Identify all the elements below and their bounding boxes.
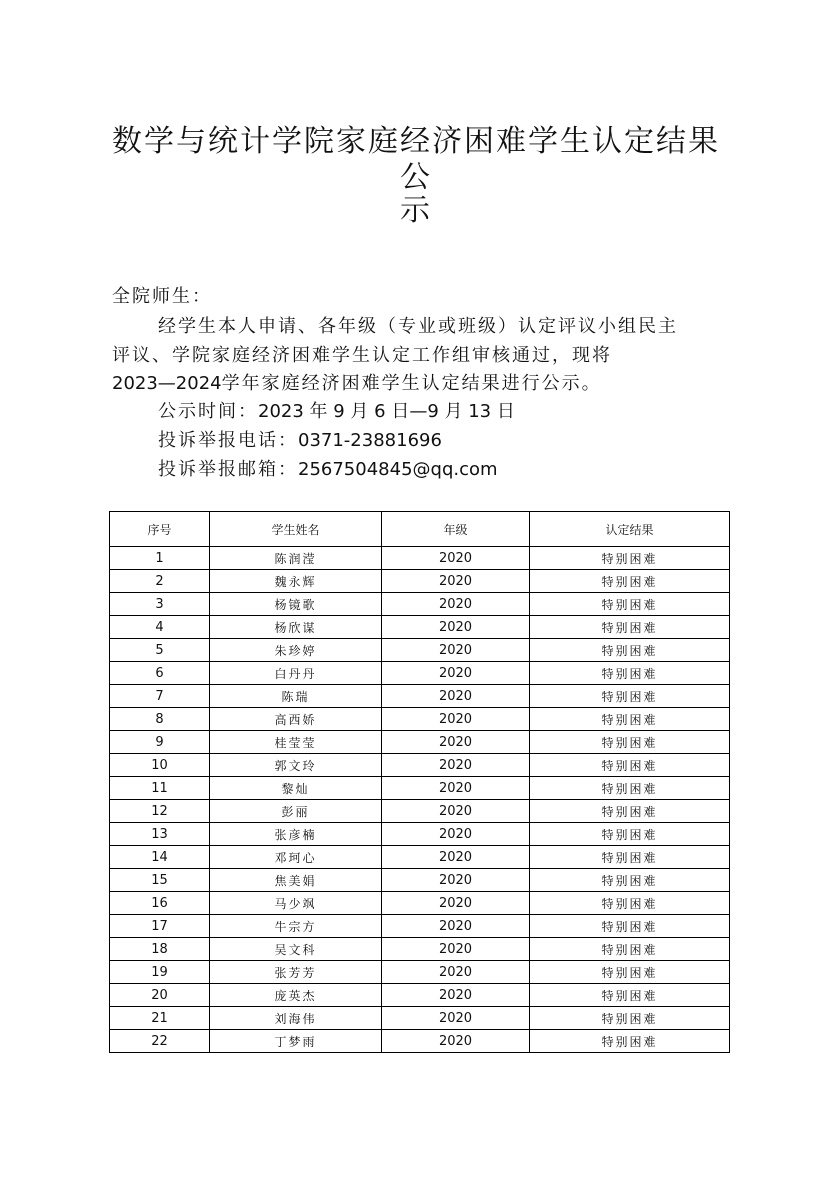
serial-cell: 17 (110, 915, 210, 938)
serial-cell: 2 (110, 570, 210, 593)
academic-year: 2023—2024 (112, 373, 222, 394)
serial-cell: 7 (110, 685, 210, 708)
notice-title-continued: 示 (400, 193, 432, 228)
result-cell: 特别困难 (530, 708, 730, 731)
body-line-3 (112, 373, 602, 395)
table-row (110, 869, 730, 892)
result-cell: 特别困难 (530, 593, 730, 616)
student-name-cell: 邓珂心 (210, 846, 382, 869)
table-row (110, 547, 730, 570)
table-row (110, 662, 730, 685)
email-line (158, 459, 498, 481)
serial-cell: 18 (110, 938, 210, 961)
result-cell: 特别困难 (530, 754, 730, 777)
student-name-cell: 张彦楠 (210, 823, 382, 846)
student-name-cell: 高西娇 (210, 708, 382, 731)
grade-cell: 2020 (382, 754, 530, 777)
serial-cell: 12 (110, 800, 210, 823)
serial-cell: 13 (110, 823, 210, 846)
table-row (110, 777, 730, 800)
grade-cell: 2020 (382, 777, 530, 800)
salutation: 全院师生： (112, 286, 212, 307)
grade-cell: 2020 (382, 984, 530, 1007)
results-table (109, 511, 730, 1053)
result-cell: 特别困难 (530, 777, 730, 800)
grade-cell: 2020 (382, 800, 530, 823)
grade-cell: 2020 (382, 1007, 530, 1030)
student-name-cell: 杨镜歌 (210, 593, 382, 616)
student-name-cell: 刘海伟 (210, 1007, 382, 1030)
serial-cell: 3 (110, 593, 210, 616)
body-line-3-text: 学年家庭经济困难学生认定结果进行公示。 (221, 373, 602, 394)
result-cell: 特别困难 (530, 639, 730, 662)
grade-cell: 2020 (382, 593, 530, 616)
email-value: 2567504845@qq.com (298, 459, 498, 480)
result-cell: 特别困难 (530, 984, 730, 1007)
student-name-cell: 丁梦雨 (210, 1030, 382, 1053)
table-row (110, 892, 730, 915)
result-cell: 特别困难 (530, 800, 730, 823)
table-row (110, 639, 730, 662)
serial-cell: 4 (110, 616, 210, 639)
table-row (110, 708, 730, 731)
serial-cell: 5 (110, 639, 210, 662)
serial-cell: 11 (110, 777, 210, 800)
result-cell: 特别困难 (530, 961, 730, 984)
grade-cell: 2020 (382, 616, 530, 639)
table-row (110, 1007, 730, 1030)
student-name-cell: 杨欣谋 (210, 616, 382, 639)
table-row (110, 961, 730, 984)
result-cell: 特别困难 (530, 823, 730, 846)
table-row (110, 846, 730, 869)
grade-cell: 2020 (382, 547, 530, 570)
student-name-cell: 彭丽 (210, 800, 382, 823)
result-cell: 特别困难 (530, 846, 730, 869)
phone-label: 投诉举报电话： (158, 430, 298, 451)
serial-cell: 14 (110, 846, 210, 869)
serial-cell: 22 (110, 1030, 210, 1053)
header-serial: 序号 (110, 512, 210, 547)
grade-cell: 2020 (382, 1030, 530, 1053)
result-cell: 特别困难 (530, 892, 730, 915)
table-row (110, 754, 730, 777)
grade-cell: 2020 (382, 685, 530, 708)
student-name-cell: 马少飒 (210, 892, 382, 915)
period-label: 公示时间： (158, 401, 258, 422)
grade-cell: 2020 (382, 961, 530, 984)
serial-cell: 15 (110, 869, 210, 892)
result-cell: 特别困难 (530, 662, 730, 685)
phone-value: 0371-23881696 (298, 430, 442, 451)
serial-cell: 10 (110, 754, 210, 777)
result-cell: 特别困难 (530, 731, 730, 754)
student-name-cell: 庞英杰 (210, 984, 382, 1007)
student-name-cell: 张芳芳 (210, 961, 382, 984)
student-name-cell: 郭文玲 (210, 754, 382, 777)
serial-cell: 6 (110, 662, 210, 685)
header-student-name: 学生姓名 (210, 512, 382, 547)
result-cell: 特别困难 (530, 616, 730, 639)
result-cell: 特别困难 (530, 915, 730, 938)
header-result: 认定结果 (530, 512, 730, 547)
table-row (110, 938, 730, 961)
header-grade: 年级 (382, 512, 530, 547)
table-row (110, 616, 730, 639)
grade-cell: 2020 (382, 892, 530, 915)
grade-cell: 2020 (382, 823, 530, 846)
result-cell: 特别困难 (530, 938, 730, 961)
body-line-2: 评议、学院家庭经济困难学生认定工作组审核通过，现将 (112, 345, 612, 366)
student-name-cell: 陈润滢 (210, 547, 382, 570)
table-row (110, 915, 730, 938)
grade-cell: 2020 (382, 639, 530, 662)
student-name-cell: 吴文科 (210, 938, 382, 961)
grade-cell: 2020 (382, 662, 530, 685)
table-row (110, 823, 730, 846)
email-label: 投诉举报邮箱： (158, 459, 298, 480)
result-cell: 特别困难 (530, 570, 730, 593)
student-name-cell: 朱珍婷 (210, 639, 382, 662)
grade-cell: 2020 (382, 570, 530, 593)
student-name-cell: 黎灿 (210, 777, 382, 800)
student-name-cell: 白丹丹 (210, 662, 382, 685)
result-cell: 特别困难 (530, 1030, 730, 1053)
grade-cell: 2020 (382, 869, 530, 892)
notice-title: 数学与统计学院家庭经济困难学生认定结果公 (112, 124, 720, 195)
grade-cell: 2020 (382, 915, 530, 938)
body-line-1: 经学生本人申请、各年级（专业或班级）认定评议小组民主 (158, 316, 678, 337)
student-name-cell: 桂莹莹 (210, 731, 382, 754)
table-header-row (110, 512, 730, 547)
result-cell: 特别困难 (530, 685, 730, 708)
student-name-cell: 魏永辉 (210, 570, 382, 593)
table-row (110, 731, 730, 754)
result-cell: 特别困难 (530, 1007, 730, 1030)
period-line (158, 401, 515, 423)
result-cell: 特别困难 (530, 547, 730, 570)
table-body (110, 547, 730, 1053)
period-value: 2023 年 9 月 6 日—9 月 13 日 (258, 401, 515, 422)
serial-cell: 20 (110, 984, 210, 1007)
result-cell: 特别困难 (530, 869, 730, 892)
grade-cell: 2020 (382, 708, 530, 731)
serial-cell: 1 (110, 547, 210, 570)
table-row (110, 800, 730, 823)
table-row (110, 570, 730, 593)
serial-cell: 9 (110, 731, 210, 754)
table-row (110, 593, 730, 616)
grade-cell: 2020 (382, 846, 530, 869)
serial-cell: 21 (110, 1007, 210, 1030)
serial-cell: 19 (110, 961, 210, 984)
grade-cell: 2020 (382, 731, 530, 754)
serial-cell: 16 (110, 892, 210, 915)
student-name-cell: 焦美娟 (210, 869, 382, 892)
student-name-cell: 牛宗方 (210, 915, 382, 938)
table-row (110, 685, 730, 708)
table-row (110, 984, 730, 1007)
serial-cell: 8 (110, 708, 210, 731)
student-name-cell: 陈瑞 (210, 685, 382, 708)
grade-cell: 2020 (382, 938, 530, 961)
phone-line (158, 430, 442, 452)
table-row (110, 1030, 730, 1053)
